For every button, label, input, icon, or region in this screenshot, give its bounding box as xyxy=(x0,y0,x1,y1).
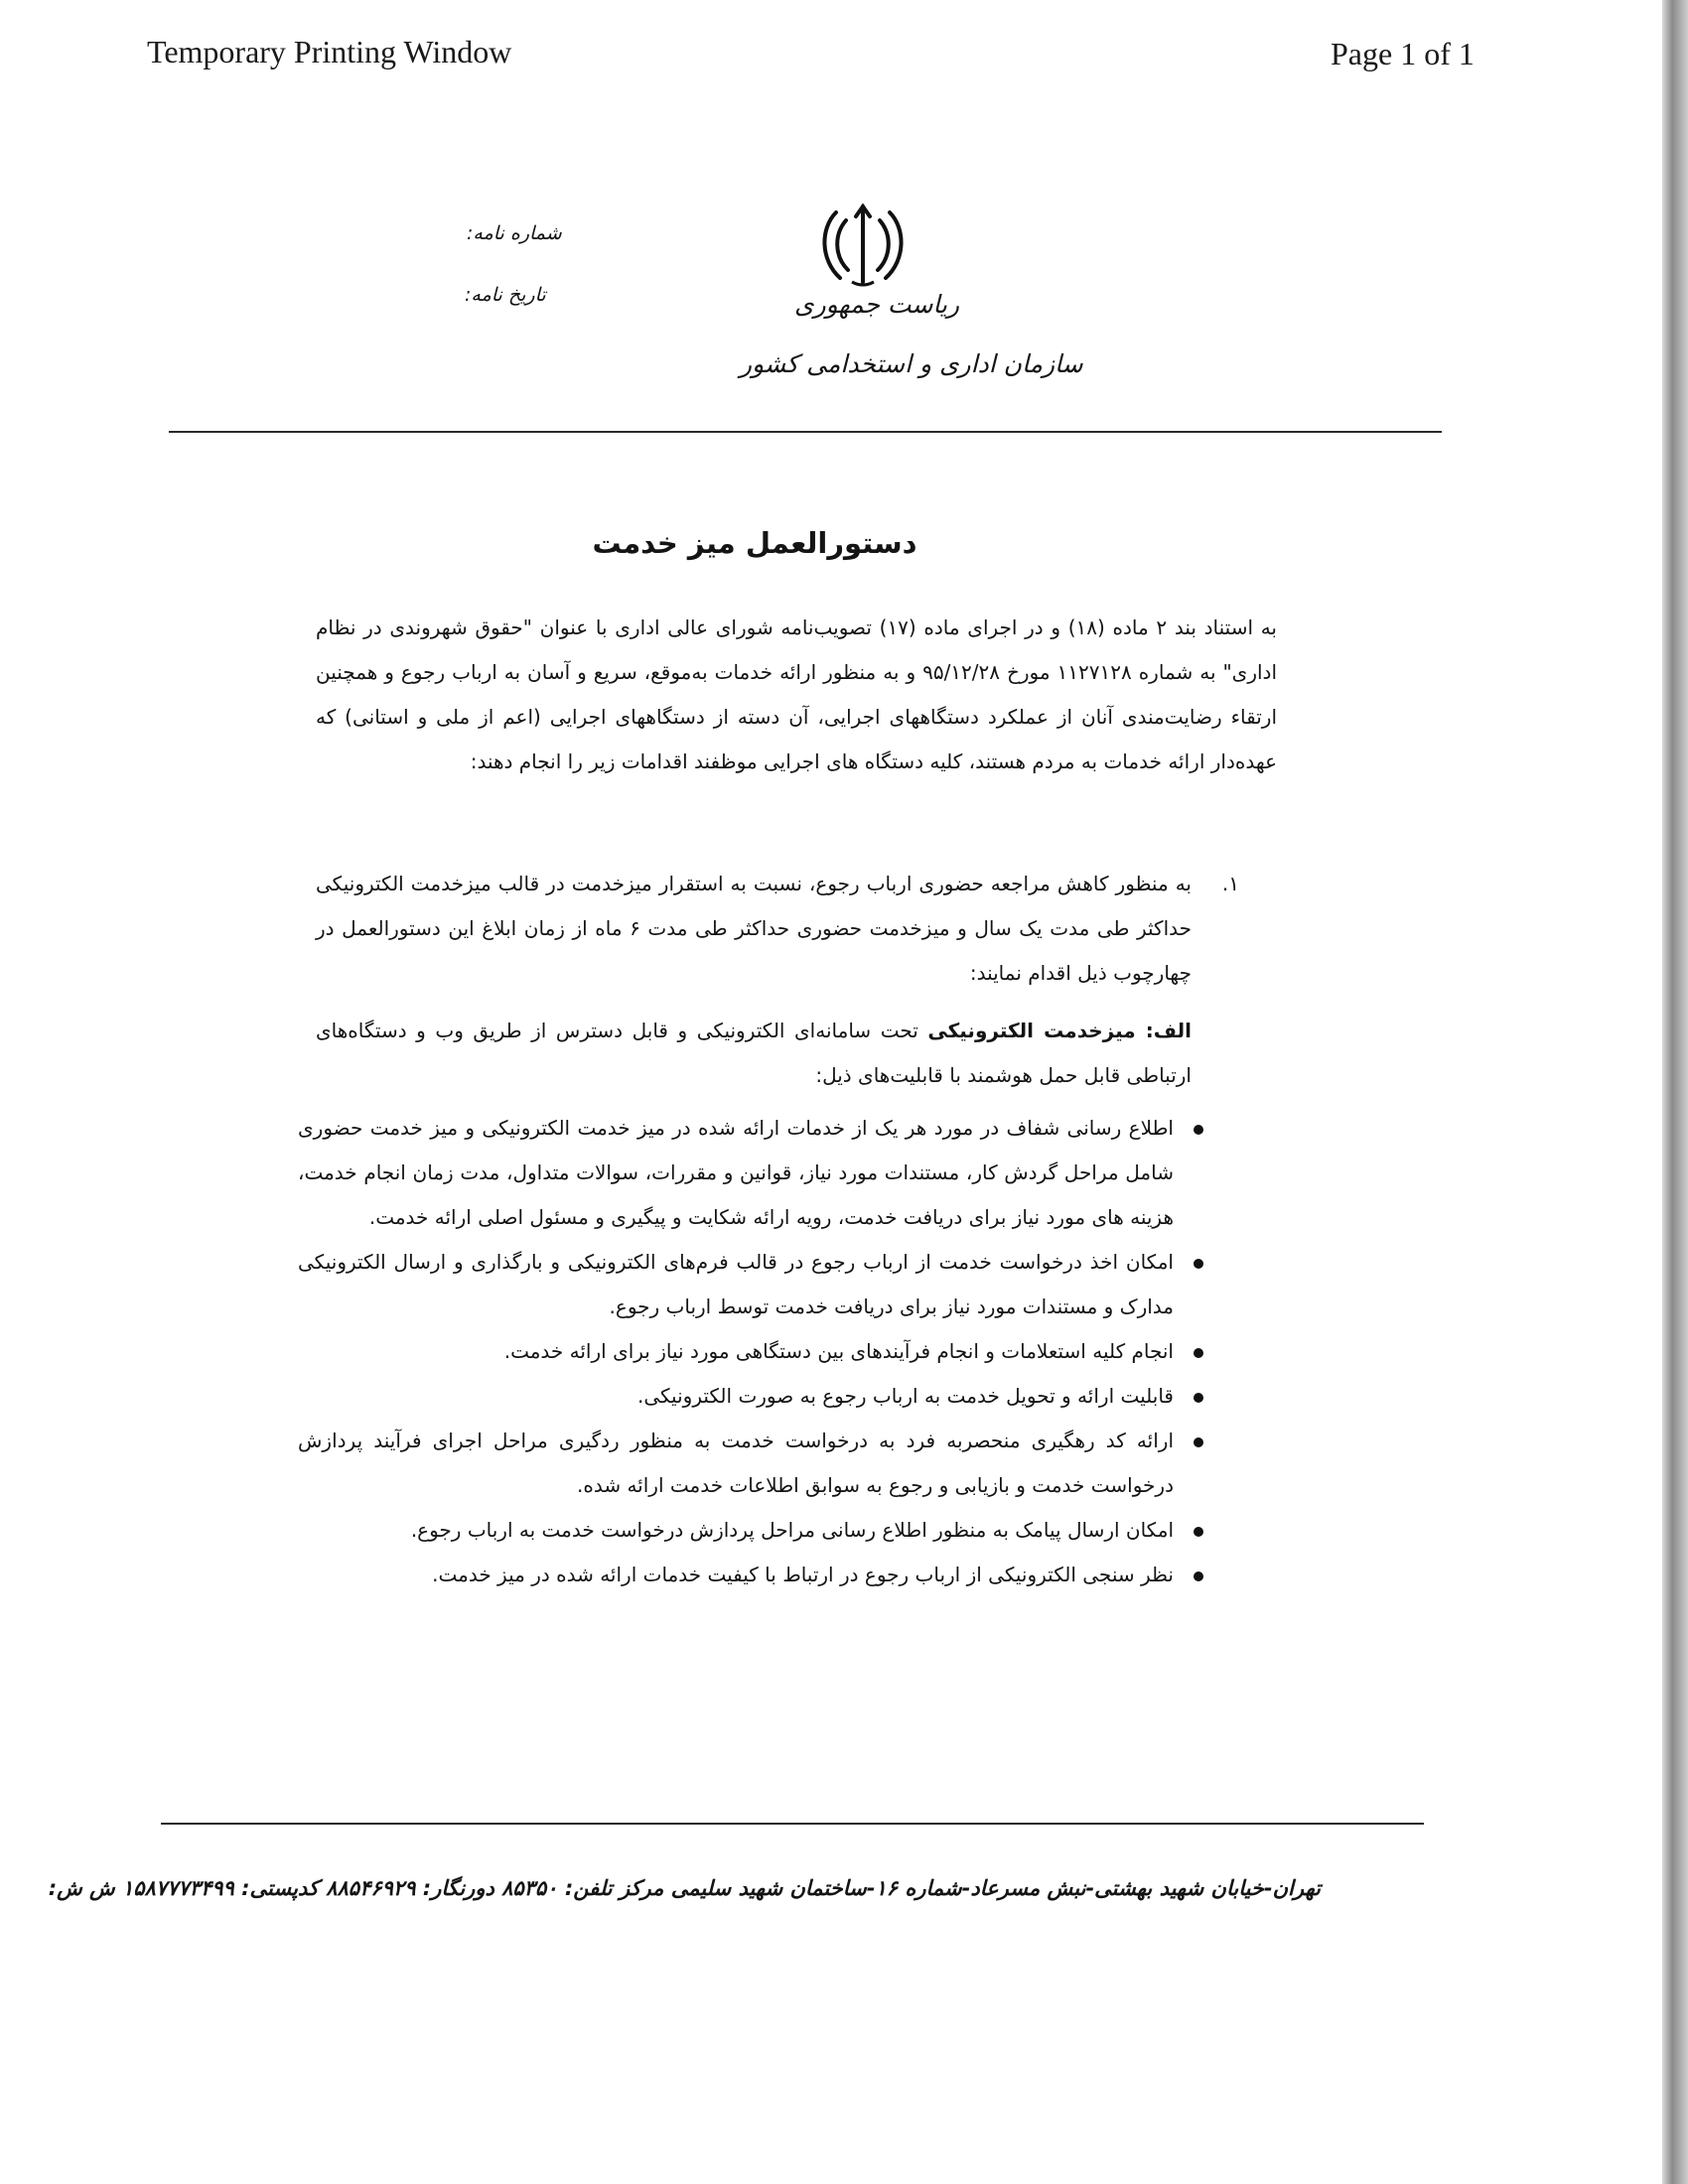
list-item: ارائه کد رهگیری منحصربه فرد به درخواست خدمت به منظور ردگیری مراحل اجرای فرآیند پردازش درخواست خدمت و بازیابی و رجوع به سوابق اطلاعات خدمت ارائه شده. xyxy=(298,1419,1174,1508)
footer-divider xyxy=(161,1823,1424,1825)
letter-number-label: شماره نامه: xyxy=(467,222,562,244)
capabilities-list xyxy=(298,1106,1174,1597)
scan-right-edge xyxy=(1662,0,1688,2184)
list-item: نظر سنجی الکترونیکی از ارباب رجوع در ارتباط با کیفیت خدمات ارائه شده در میز خدمت. xyxy=(298,1553,1174,1597)
list-item: قابلیت ارائه و تحویل خدمت به ارباب رجوع به صورت الکترونیکی. xyxy=(298,1374,1174,1419)
list-item: اطلاع رسانی شفاف در مورد هر یک از خدمات ارائه شده در میز خدمت الکترونیکی و میز خدمت حضوری شامل مراحل گردش کار، مستندات مورد نیاز، قوانین و مقررات، سوالات متداول، مدت زمان انجام خدمت، هزینه های مورد نیاز برای دریافت خدمت، رویه ارائه شکایت و پیگیری و مسئول اصلی ارائه خدمت. xyxy=(298,1106,1174,1240)
document-title: دستورالعمل میز خدمت xyxy=(592,526,917,560)
bullet-icon xyxy=(1194,1393,1203,1403)
bullet-icon xyxy=(1194,1125,1203,1135)
bullet-icon xyxy=(1194,1348,1203,1358)
sub-item-a-label: الف: میزخدمت الکترونیکی xyxy=(927,1019,1192,1042)
list-item: امکان ارسال پیامک به منظور اطلاع رسانی مراحل پردازش درخواست خدمت به ارباب رجوع. xyxy=(298,1508,1174,1553)
item-1-text: به منظور کاهش مراجعه حضوری ارباب رجوع، نسبت به استقرار میزخدمت در قالب میزخدمت الکترونیکی حداکثر طی مدت یک سال و میزخدمت حضوری حداکثر طی مدت ۶ ماه از زمان ابلاغ این دستورالعمل در چهارچوب ذیل اقدام نمایند: xyxy=(316,872,1192,985)
presidency-label: ریاست جمهوری xyxy=(794,290,960,319)
organization-label: سازمان اداری و استخدامی کشور xyxy=(740,349,1083,378)
page-indicator: Page 1 of 1 xyxy=(1331,36,1475,71)
intro-paragraph: به استناد بند ۲ ماده (۱۸) و در اجرای ماده (۱۷) تصویب‌نامه شورای عالی اداری با عنوان "حقوق شهروندی در نظام اداری" به شماره ۱۱۲۷۱۲۸ مورخ ۹۵/۱۲/۲۸ و به منظور ارائه خدمات به‌موقع، سریع و آسان به ارباب رجوع و همچنین ارتقاء رضایت‌مندی آنان از عملکرد دستگاههای اجرایی، آن دسته از دستگاههای اجرایی (اعم از ملی و استانی) که عهده‌دار ارائه خدمات به مردم هستند، کلیه دستگاه های اجرایی موظفند اقدامات زیر را انجام دهند: xyxy=(316,615,1277,773)
print-window-title: Temporary Printing Window xyxy=(147,34,512,69)
sub-item-a xyxy=(316,1009,1192,1098)
header-divider xyxy=(169,431,1442,433)
list-item: انجام کلیه استعلامات و انجام فرآیندهای بین دستگاهی مورد نیاز برای ارائه خدمت. xyxy=(298,1329,1174,1374)
item-1-number: ۱. xyxy=(1221,872,1239,895)
sub-item-a-text: تحت سامانه‌ای الکترونیکی و قابل دسترس از طریق وب و دستگاه‌های ارتباطی قابل حمل هوشمند با قابلیت‌های ذیل: xyxy=(316,1019,1192,1087)
letter-date-label: تاریخ نامه: xyxy=(465,284,546,306)
bullet-icon xyxy=(1194,1437,1203,1447)
list-item: امکان اخذ درخواست خدمت از ارباب رجوع در قالب فرم‌های الکترونیکی و بارگذاری و ارسال الکترونیکی مدارک و مستندات مورد نیاز برای دریافت خدمت توسط ارباب رجوع. xyxy=(298,1240,1174,1329)
bullet-icon xyxy=(1194,1259,1203,1269)
bullet-icon xyxy=(1194,1527,1203,1537)
bullet-icon xyxy=(1194,1571,1203,1581)
footer-address: تهران-خیابان شهید بهشتی-نبش مسرعاد-شماره ۱۶-ساختمان شهید سلیمی مرکز تلفن: ۸۵۳۵۰ دورنگار: ۸۸۵۴۶۹۲۹ کدپستی: ۱۵۸۷۷۷۳۴۹۹ ش ش: xyxy=(48,1876,1321,1900)
iran-emblem-icon xyxy=(818,199,908,290)
